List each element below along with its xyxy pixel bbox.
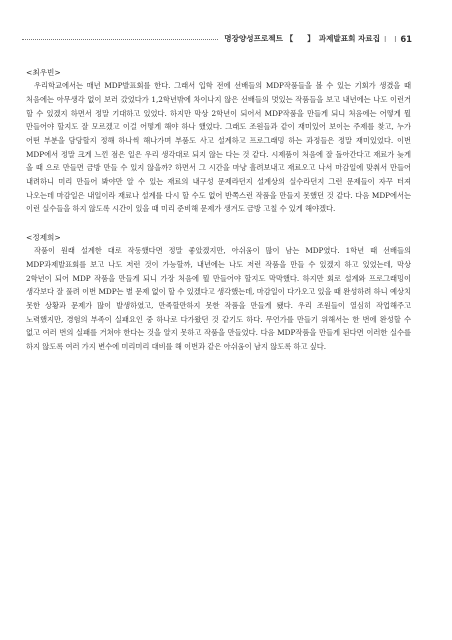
header-subject: 과제발표회 자료집	[318, 34, 381, 43]
page-number: 61	[400, 34, 412, 44]
section-title: <정제희>	[26, 233, 61, 243]
section-paragraph: 우리학교에서는 매년 MDP발표회를 한다. 그래서 입학 전에 선배들의 MDP작품들을 볼 수 있는 기회가 생겼을 때 처음에는 아무생각 없이 보러 갔었다가 1,2학년밖에 차이나지 않은 선배들의 멋있는 작품들을 보고 내년에는 나도 이런거 할 수 있겠지 하면서 정말 기대하고 있었다. 하지만 막상 2학년이 되어서 MDP작품을 만들게 되니 처음에는 어떻게 뭘 만들어야 할지도 잘 모르겠고 이걸 어떻게 해야 하나 했었다. 그래도 조원들과 같이 재미있어 보이는 주제를 찾고, 누가 어떤 부분을 담당할지 정해 하나씩 해나가며 부품도 사고 설계하고 프로그래밍 하는 과정들은 정말 재미있었다. 이번 MDP에서 정말 크게 느낀 점은 일은 우리 생각대로 되지 않는 다는 것 같다. 시제품이 처음에 잘 돌아간다고 재료가 늦게 올 때 으로 만들면 금방 만들 수 있지 않을까? 하면서 그 시간을 마냥 흘려보내고 재료오고 나서 마감일에 맞춰서 만들어 내려하니 미리 만들어 봐야만 알 수 있는 재료의 내구성 문제라던지 설계상의 실수라던지 그런 문제들이 자꾸 터져 나오는데 마감일은 내일이라 재료나 설계를 다시 할 수도 없어 반쪽스런 작품을 만들지 못했던 것 같다. 다음 MDP에서는 이런 실수들을 하지 않도록 시간이 있을 때 미리 준비해 문제가 생겨도 금방 고칠 수 있게 해야겠다.	[26, 81, 411, 214]
header-separator-2: l	[394, 35, 397, 44]
document-body	[26, 66, 411, 369]
review-section-jeong	[26, 231, 411, 354]
header-separator: l	[384, 35, 387, 44]
page-header	[22, 28, 412, 44]
header-dotted-rule	[22, 39, 218, 40]
review-section-choi	[26, 66, 411, 216]
section-title: <최우빈>	[26, 68, 61, 77]
section-paragraph: 작품이 원래 설계한 대로 작동했다면 정말 좋았겠지만, 아쉬움이 많이 남는 MDP였다. 1학년 때 선배들의 MDP과제발표회를 보고 나도 저런 것이 가능할까, 내년에는 나도 저런 작품을 만들 수 있겠지 하고 있었는데, 막상 2학년이 되어 MDP 작품을 만들게 되니 가장 처음에 뭘 만들어야 할지도 막막했다. 하지만 회로 설계와 프로그래밍이 생각보다 잘 풀려 이번 MDP는 별 문제 없이 할 수 있겠다고 생각했는데, 마감일이 다가오고 있을 때 완성하려 하니 예상치 못한 상황과 문제가 많이 발생하였고, 만족할만하지 못한 작품을 만들게 됐다. 우리 조원들이 열심히 작업해주고 노력했지만, 경험의 부족이 실패요인 중 하나로 다가왔던 것 같기도 하다. 무언가를 만들기 위해서는 한 번에 완성할 수 없고 여러 번의 실패를 거쳐야 한다는 것을 알지 못하고 작품을 만들었다. 다음 MDP작품을 만들게 된다면 이러한 실수를 하지 않도록 여러 가지 변수에 미리미리 대비를 해 이번과 같은 아쉬움이 남지 않도록 하고 싶다.	[26, 246, 411, 352]
header-project-name: 명장양성프로젝트 【	[224, 34, 294, 43]
header-bracket-close: 】	[307, 34, 315, 43]
